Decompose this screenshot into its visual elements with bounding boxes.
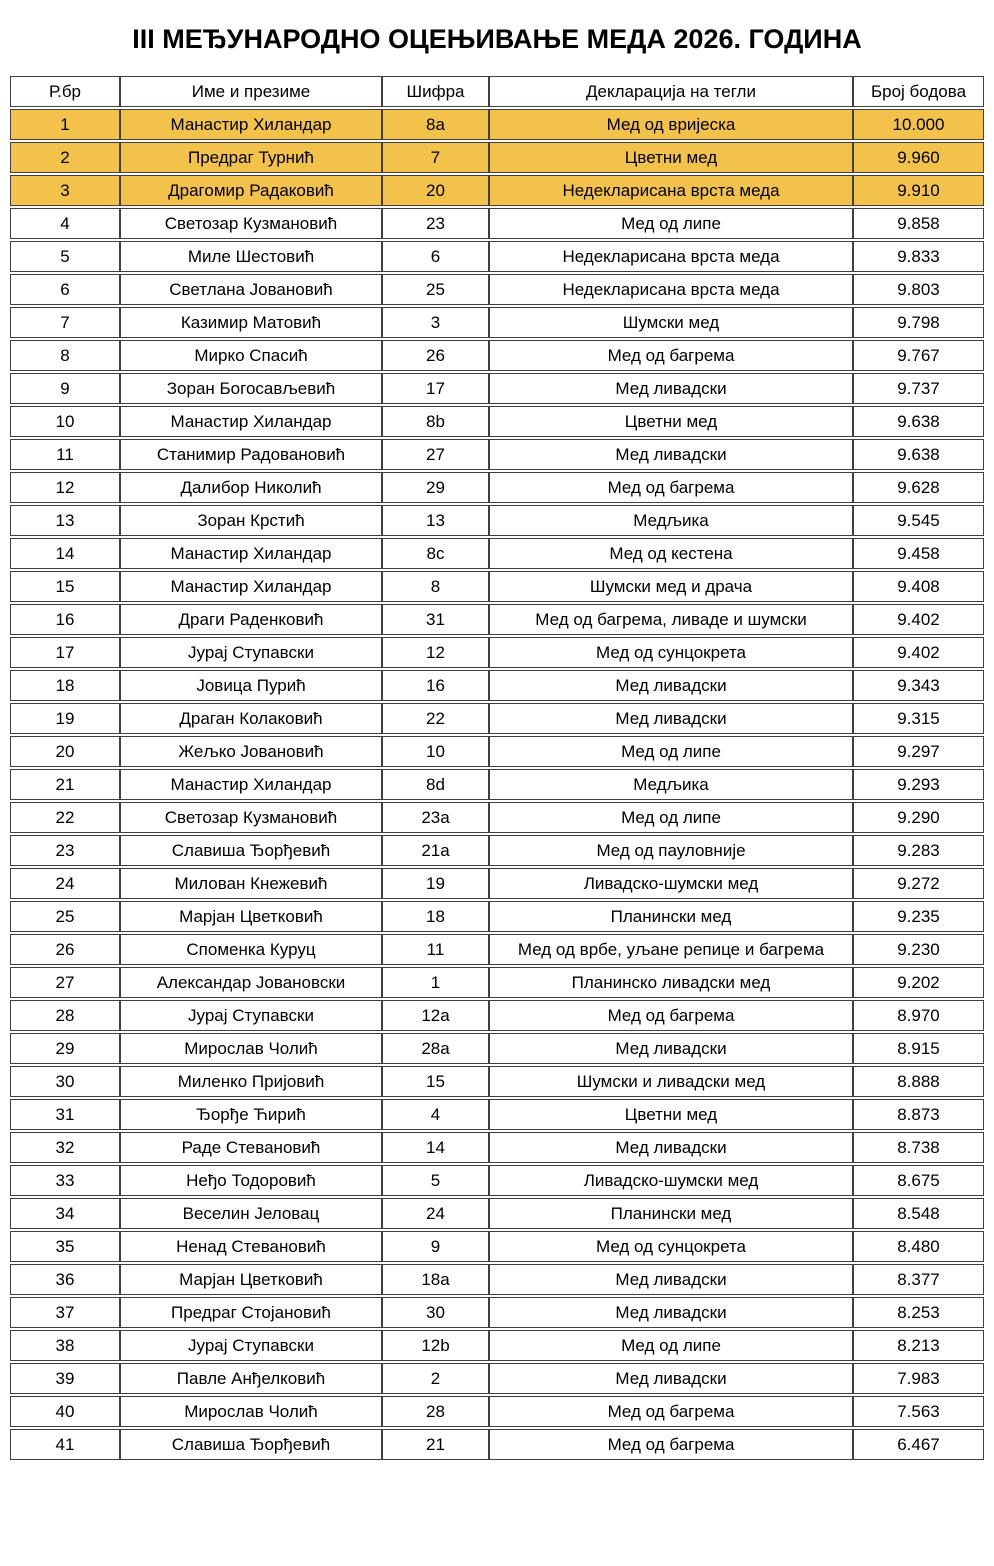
code-cell: 8c bbox=[382, 538, 489, 569]
table-row bbox=[10, 1264, 984, 1295]
name-cell: Драган Колаковић bbox=[120, 703, 382, 734]
rank-cell: 14 bbox=[10, 538, 120, 569]
points-cell: 9.343 bbox=[853, 670, 984, 701]
table-header-row bbox=[10, 76, 984, 107]
declaration-cell: Мед од липе bbox=[489, 1330, 853, 1361]
points-cell: 9.202 bbox=[853, 967, 984, 998]
rank-cell: 31 bbox=[10, 1099, 120, 1130]
declaration-cell: Мед од сунцокрета bbox=[489, 1231, 853, 1262]
points-cell: 8.480 bbox=[853, 1231, 984, 1262]
rank-cell: 34 bbox=[10, 1198, 120, 1229]
rank-cell: 29 bbox=[10, 1033, 120, 1064]
points-cell: 9.833 bbox=[853, 241, 984, 272]
rank-cell: 15 bbox=[10, 571, 120, 602]
declaration-cell: Мед ливадски bbox=[489, 1132, 853, 1163]
table-row bbox=[10, 439, 984, 470]
rank-cell: 11 bbox=[10, 439, 120, 470]
code-cell: 5 bbox=[382, 1165, 489, 1196]
table-row bbox=[10, 1000, 984, 1031]
name-cell: Зоран Богосављевић bbox=[120, 373, 382, 404]
table-row bbox=[10, 340, 984, 371]
code-cell: 6 bbox=[382, 241, 489, 272]
table-row bbox=[10, 373, 984, 404]
table-row bbox=[10, 538, 984, 569]
rank-cell: 28 bbox=[10, 1000, 120, 1031]
rank-cell: 25 bbox=[10, 901, 120, 932]
code-cell: 22 bbox=[382, 703, 489, 734]
code-cell: 24 bbox=[382, 1198, 489, 1229]
declaration-cell: Планински мед bbox=[489, 901, 853, 932]
table-row bbox=[10, 1198, 984, 1229]
name-cell: Милован Кнежевић bbox=[120, 868, 382, 899]
declaration-cell: Мед од липе bbox=[489, 736, 853, 767]
table-row bbox=[10, 1165, 984, 1196]
rank-cell: 33 bbox=[10, 1165, 120, 1196]
declaration-cell: Цветни мед bbox=[489, 142, 853, 173]
code-cell: 28a bbox=[382, 1033, 489, 1064]
declaration-cell: Шумски мед bbox=[489, 307, 853, 338]
rank-cell: 22 bbox=[10, 802, 120, 833]
code-cell: 12a bbox=[382, 1000, 489, 1031]
code-cell: 27 bbox=[382, 439, 489, 470]
code-cell: 8 bbox=[382, 571, 489, 602]
header-code: Шифра bbox=[382, 76, 489, 107]
code-cell: 18a bbox=[382, 1264, 489, 1295]
code-cell: 9 bbox=[382, 1231, 489, 1262]
points-cell: 8.873 bbox=[853, 1099, 984, 1130]
name-cell: Павле Анђелковић bbox=[120, 1363, 382, 1394]
rank-cell: 12 bbox=[10, 472, 120, 503]
code-cell: 1 bbox=[382, 967, 489, 998]
code-cell: 31 bbox=[382, 604, 489, 635]
declaration-cell: Ливадско-шумски мед bbox=[489, 1165, 853, 1196]
table-row bbox=[10, 472, 984, 503]
name-cell: Јурај Ступавски bbox=[120, 637, 382, 668]
code-cell: 3 bbox=[382, 307, 489, 338]
code-cell: 16 bbox=[382, 670, 489, 701]
points-cell: 9.910 bbox=[853, 175, 984, 206]
points-cell: 9.293 bbox=[853, 769, 984, 800]
name-cell: Манастир Хиландар bbox=[120, 538, 382, 569]
name-cell: Миле Шестовић bbox=[120, 241, 382, 272]
code-cell: 26 bbox=[382, 340, 489, 371]
declaration-cell: Цветни мед bbox=[489, 406, 853, 437]
name-cell: Жељко Јовановић bbox=[120, 736, 382, 767]
declaration-cell: Мед од кестена bbox=[489, 538, 853, 569]
code-cell: 14 bbox=[382, 1132, 489, 1163]
name-cell: Јурај Ступавски bbox=[120, 1330, 382, 1361]
declaration-cell: Мед ливадски bbox=[489, 1264, 853, 1295]
rank-cell: 18 bbox=[10, 670, 120, 701]
declaration-cell: Недекларисана врста меда bbox=[489, 175, 853, 206]
rank-cell: 30 bbox=[10, 1066, 120, 1097]
table-row bbox=[10, 307, 984, 338]
name-cell: Славиша Ђорђевић bbox=[120, 835, 382, 866]
points-cell: 9.297 bbox=[853, 736, 984, 767]
code-cell: 21a bbox=[382, 835, 489, 866]
rank-cell: 32 bbox=[10, 1132, 120, 1163]
code-cell: 10 bbox=[382, 736, 489, 767]
declaration-cell: Мед од багрема, ливаде и шумски bbox=[489, 604, 853, 635]
name-cell: Ђорђе Ћирић bbox=[120, 1099, 382, 1130]
table-row bbox=[10, 934, 984, 965]
declaration-cell: Цветни мед bbox=[489, 1099, 853, 1130]
points-cell: 9.272 bbox=[853, 868, 984, 899]
name-cell: Славиша Ђорђевић bbox=[120, 1429, 382, 1460]
declaration-cell: Планински мед bbox=[489, 1198, 853, 1229]
rank-cell: 37 bbox=[10, 1297, 120, 1328]
code-cell: 23a bbox=[382, 802, 489, 833]
declaration-cell: Недекларисана врста меда bbox=[489, 274, 853, 305]
table-row bbox=[10, 1231, 984, 1262]
name-cell: Мирко Спасић bbox=[120, 340, 382, 371]
points-cell: 9.960 bbox=[853, 142, 984, 173]
table-row bbox=[10, 670, 984, 701]
table-row bbox=[10, 1429, 984, 1460]
rank-cell: 19 bbox=[10, 703, 120, 734]
rank-cell: 5 bbox=[10, 241, 120, 272]
name-cell: Предраг Стојановић bbox=[120, 1297, 382, 1328]
points-cell: 9.230 bbox=[853, 934, 984, 965]
rank-cell: 10 bbox=[10, 406, 120, 437]
rank-cell: 2 bbox=[10, 142, 120, 173]
name-cell: Светлана Јовановић bbox=[120, 274, 382, 305]
declaration-cell: Шумски и ливадски мед bbox=[489, 1066, 853, 1097]
name-cell: Зоран Крстић bbox=[120, 505, 382, 536]
rank-cell: 1 bbox=[10, 109, 120, 140]
header-rank: Р.бр bbox=[10, 76, 120, 107]
table-row bbox=[10, 1033, 984, 1064]
points-cell: 9.767 bbox=[853, 340, 984, 371]
table-row bbox=[10, 1396, 984, 1427]
name-cell: Далибор Николић bbox=[120, 472, 382, 503]
declaration-cell: Мед од багрема bbox=[489, 340, 853, 371]
rank-cell: 9 bbox=[10, 373, 120, 404]
points-cell: 8.253 bbox=[853, 1297, 984, 1328]
declaration-cell: Мед ливадски bbox=[489, 703, 853, 734]
page-title: III МЕЂУНАРОДНО ОЦЕЊИВАЊЕ МЕДА 2026. ГОДИНА bbox=[132, 24, 862, 54]
table-row bbox=[10, 406, 984, 437]
header-points: Број бодова bbox=[853, 76, 984, 107]
code-cell: 8d bbox=[382, 769, 489, 800]
declaration-cell: Мед од врбе, уљане репице и багрема bbox=[489, 934, 853, 965]
declaration-cell: Мед ливадски bbox=[489, 373, 853, 404]
points-cell: 8.213 bbox=[853, 1330, 984, 1361]
table-row bbox=[10, 604, 984, 635]
declaration-cell: Мед од сунцокрета bbox=[489, 637, 853, 668]
name-cell: Драгомир Радаковић bbox=[120, 175, 382, 206]
code-cell: 18 bbox=[382, 901, 489, 932]
declaration-cell: Мед ливадски bbox=[489, 439, 853, 470]
declaration-cell: Планинско ливадски мед bbox=[489, 967, 853, 998]
points-cell: 9.315 bbox=[853, 703, 984, 734]
declaration-cell: Мед од багрема bbox=[489, 472, 853, 503]
name-cell: Манастир Хиландар bbox=[120, 571, 382, 602]
code-cell: 4 bbox=[382, 1099, 489, 1130]
name-cell: Манастир Хиландар bbox=[120, 406, 382, 437]
header-name: Име и презиме bbox=[120, 76, 382, 107]
points-cell: 9.858 bbox=[853, 208, 984, 239]
rank-cell: 39 bbox=[10, 1363, 120, 1394]
points-cell: 9.402 bbox=[853, 604, 984, 635]
name-cell: Марјан Цветковић bbox=[120, 1264, 382, 1295]
name-cell: Светозар Кузмановић bbox=[120, 208, 382, 239]
declaration-cell: Мед ливадски bbox=[489, 670, 853, 701]
rank-cell: 21 bbox=[10, 769, 120, 800]
points-cell: 9.803 bbox=[853, 274, 984, 305]
table-row bbox=[10, 835, 984, 866]
name-cell: Светозар Кузмановић bbox=[120, 802, 382, 833]
name-cell: Мирослав Чолић bbox=[120, 1033, 382, 1064]
table-row bbox=[10, 637, 984, 668]
code-cell: 7 bbox=[382, 142, 489, 173]
rank-cell: 7 bbox=[10, 307, 120, 338]
declaration-cell: Мед од вријеска bbox=[489, 109, 853, 140]
points-cell: 9.408 bbox=[853, 571, 984, 602]
rank-cell: 27 bbox=[10, 967, 120, 998]
name-cell: Јурај Ступавски bbox=[120, 1000, 382, 1031]
name-cell: Јовица Пурић bbox=[120, 670, 382, 701]
rank-cell: 6 bbox=[10, 274, 120, 305]
code-cell: 15 bbox=[382, 1066, 489, 1097]
points-cell: 9.638 bbox=[853, 406, 984, 437]
points-cell: 9.737 bbox=[853, 373, 984, 404]
code-cell: 11 bbox=[382, 934, 489, 965]
table-row bbox=[10, 571, 984, 602]
rank-cell: 8 bbox=[10, 340, 120, 371]
points-cell: 9.290 bbox=[853, 802, 984, 833]
declaration-cell: Мед од багрема bbox=[489, 1429, 853, 1460]
name-cell: Неђо Тодоровић bbox=[120, 1165, 382, 1196]
code-cell: 12b bbox=[382, 1330, 489, 1361]
name-cell: Ненад Стевановић bbox=[120, 1231, 382, 1262]
points-cell: 8.377 bbox=[853, 1264, 984, 1295]
table-row bbox=[10, 208, 984, 239]
table-row bbox=[10, 142, 984, 173]
table-row bbox=[10, 967, 984, 998]
name-cell: Миленко Пријовић bbox=[120, 1066, 382, 1097]
table-row bbox=[10, 241, 984, 272]
table-row bbox=[10, 505, 984, 536]
code-cell: 29 bbox=[382, 472, 489, 503]
declaration-cell: Ливадско-шумски мед bbox=[489, 868, 853, 899]
rank-cell: 24 bbox=[10, 868, 120, 899]
declaration-cell: Мед од багрема bbox=[489, 1000, 853, 1031]
code-cell: 21 bbox=[382, 1429, 489, 1460]
points-cell: 9.235 bbox=[853, 901, 984, 932]
table-row bbox=[10, 736, 984, 767]
table-row bbox=[10, 1132, 984, 1163]
results-table bbox=[10, 74, 984, 1462]
name-cell: Предраг Турнић bbox=[120, 142, 382, 173]
name-cell: Мирослав Чолић bbox=[120, 1396, 382, 1427]
table-row bbox=[10, 1297, 984, 1328]
points-cell: 8.888 bbox=[853, 1066, 984, 1097]
points-cell: 7.563 bbox=[853, 1396, 984, 1427]
declaration-cell: Мед од липе bbox=[489, 208, 853, 239]
table-row bbox=[10, 769, 984, 800]
rank-cell: 40 bbox=[10, 1396, 120, 1427]
declaration-cell: Медљика bbox=[489, 505, 853, 536]
rank-cell: 4 bbox=[10, 208, 120, 239]
name-cell: Веселин Јеловац bbox=[120, 1198, 382, 1229]
rank-cell: 26 bbox=[10, 934, 120, 965]
rank-cell: 23 bbox=[10, 835, 120, 866]
name-cell: Манастир Хиландар bbox=[120, 109, 382, 140]
declaration-cell: Шумски мед и драча bbox=[489, 571, 853, 602]
points-cell: 9.638 bbox=[853, 439, 984, 470]
name-cell: Казимир Матовић bbox=[120, 307, 382, 338]
table-row bbox=[10, 1066, 984, 1097]
points-cell: 8.915 bbox=[853, 1033, 984, 1064]
rank-cell: 13 bbox=[10, 505, 120, 536]
points-cell: 9.628 bbox=[853, 472, 984, 503]
name-cell: Споменка Куруц bbox=[120, 934, 382, 965]
code-cell: 17 bbox=[382, 373, 489, 404]
points-cell: 8.675 bbox=[853, 1165, 984, 1196]
points-cell: 9.402 bbox=[853, 637, 984, 668]
rank-cell: 38 bbox=[10, 1330, 120, 1361]
name-cell: Драги Раденковић bbox=[120, 604, 382, 635]
table-row bbox=[10, 901, 984, 932]
code-cell: 8a bbox=[382, 109, 489, 140]
name-cell: Марјан Цветковић bbox=[120, 901, 382, 932]
declaration-cell: Мед од багрема bbox=[489, 1396, 853, 1427]
declaration-cell: Мед од липе bbox=[489, 802, 853, 833]
code-cell: 13 bbox=[382, 505, 489, 536]
declaration-cell: Недекларисана врста меда bbox=[489, 241, 853, 272]
points-cell: 9.798 bbox=[853, 307, 984, 338]
points-cell: 10.000 bbox=[853, 109, 984, 140]
name-cell: Станимир Радовановић bbox=[120, 439, 382, 470]
table-row bbox=[10, 703, 984, 734]
points-cell: 9.545 bbox=[853, 505, 984, 536]
rank-cell: 36 bbox=[10, 1264, 120, 1295]
rank-cell: 17 bbox=[10, 637, 120, 668]
code-cell: 23 bbox=[382, 208, 489, 239]
table-row bbox=[10, 802, 984, 833]
code-cell: 25 bbox=[382, 274, 489, 305]
rank-cell: 35 bbox=[10, 1231, 120, 1262]
declaration-cell: Мед ливадски bbox=[489, 1297, 853, 1328]
table-row bbox=[10, 1330, 984, 1361]
declaration-cell: Медљика bbox=[489, 769, 853, 800]
rank-cell: 3 bbox=[10, 175, 120, 206]
code-cell: 2 bbox=[382, 1363, 489, 1394]
declaration-cell: Мед ливадски bbox=[489, 1363, 853, 1394]
code-cell: 30 bbox=[382, 1297, 489, 1328]
header-declaration: Декларација на тегли bbox=[489, 76, 853, 107]
code-cell: 19 bbox=[382, 868, 489, 899]
points-cell: 7.983 bbox=[853, 1363, 984, 1394]
points-cell: 9.283 bbox=[853, 835, 984, 866]
declaration-cell: Мед од пауловније bbox=[489, 835, 853, 866]
name-cell: Александар Јовановски bbox=[120, 967, 382, 998]
code-cell: 28 bbox=[382, 1396, 489, 1427]
rank-cell: 20 bbox=[10, 736, 120, 767]
table-row bbox=[10, 274, 984, 305]
table-row bbox=[10, 1099, 984, 1130]
table-row bbox=[10, 868, 984, 899]
table-body bbox=[10, 109, 984, 1460]
name-cell: Раде Стевановић bbox=[120, 1132, 382, 1163]
name-cell: Манастир Хиландар bbox=[120, 769, 382, 800]
declaration-cell: Мед ливадски bbox=[489, 1033, 853, 1064]
rank-cell: 41 bbox=[10, 1429, 120, 1460]
points-cell: 8.738 bbox=[853, 1132, 984, 1163]
points-cell: 9.458 bbox=[853, 538, 984, 569]
table-row bbox=[10, 175, 984, 206]
code-cell: 12 bbox=[382, 637, 489, 668]
points-cell: 8.970 bbox=[853, 1000, 984, 1031]
table-row bbox=[10, 1363, 984, 1394]
points-cell: 6.467 bbox=[853, 1429, 984, 1460]
table-row bbox=[10, 109, 984, 140]
rank-cell: 16 bbox=[10, 604, 120, 635]
points-cell: 8.548 bbox=[853, 1198, 984, 1229]
code-cell: 8b bbox=[382, 406, 489, 437]
code-cell: 20 bbox=[382, 175, 489, 206]
